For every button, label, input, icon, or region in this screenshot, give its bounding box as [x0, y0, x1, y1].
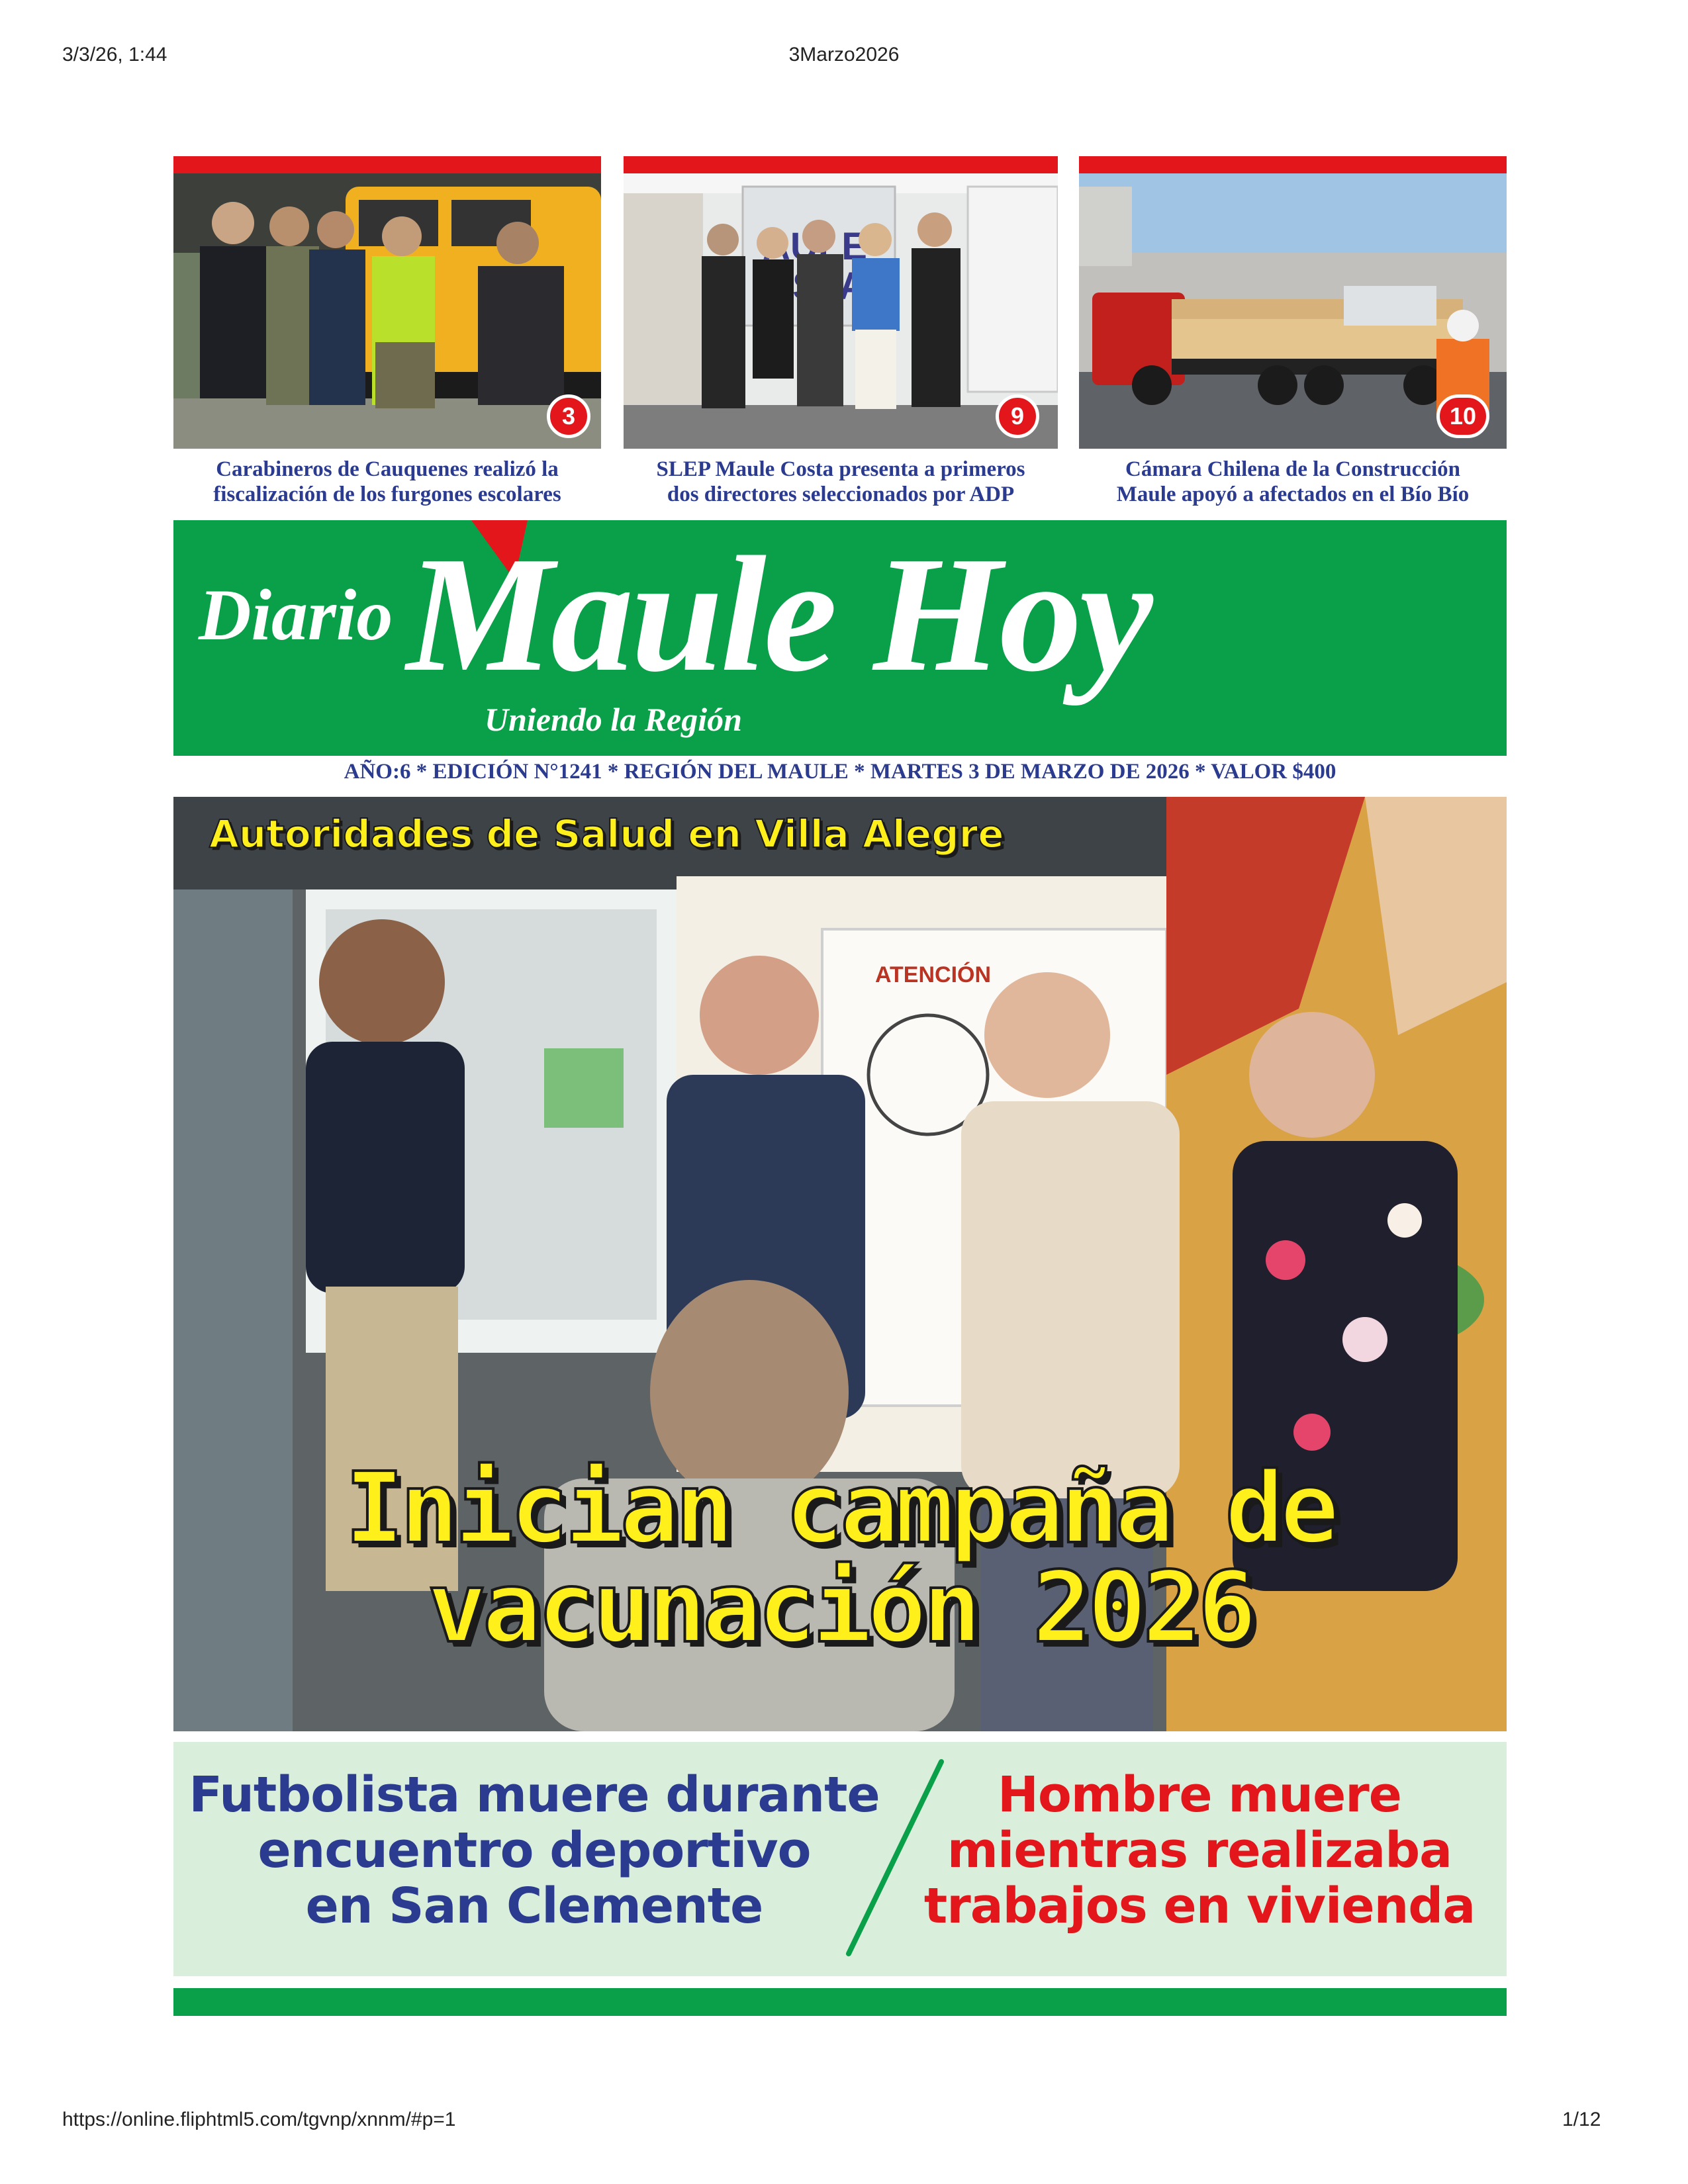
top-story-red-bar	[1079, 156, 1507, 173]
top-story-red-bar	[173, 156, 601, 173]
masthead-slogan: Uniendo la Región	[485, 701, 742, 738]
top-story-2[interactable]	[624, 156, 1058, 507]
caption-line: Carabineros de Cauquenes realizó la	[216, 457, 559, 481]
masthead	[173, 520, 1507, 756]
main-story-headline[interactable]	[173, 1451, 1507, 1664]
top-story-photo-directors	[624, 173, 1058, 449]
story-line: mientras realizaba	[947, 1822, 1452, 1879]
caption-line: fiscalización de los furgones escolares	[213, 482, 561, 506]
top-story-1[interactable]	[173, 156, 601, 507]
caption-line: Cámara Chilena de la Construcción	[1125, 457, 1460, 481]
print-page-number: 1/12	[1562, 2109, 1601, 2130]
print-datetime: 3/3/26, 1:44	[62, 44, 167, 66]
print-url[interactable]: https://online.fliphtml5.com/tgvnp/xnnm/#p=1	[62, 2109, 456, 2130]
sign-label: ATENCIÓN	[875, 962, 992, 987]
top-story-caption	[624, 457, 1058, 507]
top-story-3[interactable]	[1079, 156, 1507, 507]
page-number-badge: 3	[547, 394, 590, 438]
bottom-green-bar	[173, 1988, 1507, 2016]
top-story-caption	[173, 457, 601, 507]
caption-line: Maule apoyó a afectados en el Bío Bío	[1116, 482, 1470, 506]
story-line: encuentro deportivo	[258, 1822, 811, 1879]
main-story-kicker: Autoridades de Salud en Villa Alegre	[209, 811, 1004, 856]
masthead-title: Maule Hoy	[406, 523, 1150, 706]
story-line: en San Clemente	[305, 1878, 763, 1934]
top-story-red-bar	[624, 156, 1058, 173]
top-story-caption	[1079, 457, 1507, 507]
headline-line: Inician campaña de	[345, 1451, 1335, 1565]
masthead-prefix: Diario	[199, 574, 393, 655]
story-line: Futbolista muere durante	[189, 1766, 880, 1823]
top-story-photo-school-van	[173, 173, 601, 449]
headline-line: vacunación 2026	[427, 1551, 1253, 1664]
caption-line: dos directores seleccionados por ADP	[667, 482, 1015, 506]
caption-line: SLEP Maule Costa presenta a primeros	[656, 457, 1025, 481]
story-line: Hombre muere	[998, 1766, 1401, 1823]
print-title: 3Marzo2026	[788, 44, 900, 66]
edition-line: AÑO:6 * EDICIÓN N°1241 * REGIÓN DEL MAULE * MARTES 3 DE MARZO DE 2026 * VALOR $400	[344, 760, 1336, 784]
page-number-badge: 9	[996, 394, 1039, 438]
page-number-badge: 10	[1436, 394, 1489, 438]
bottom-story-right[interactable]	[902, 1767, 1497, 1934]
bottom-stories-box	[173, 1742, 1507, 1976]
bottom-story-left[interactable]	[180, 1767, 888, 1934]
story-line: trabajos en vivienda	[923, 1878, 1476, 1934]
